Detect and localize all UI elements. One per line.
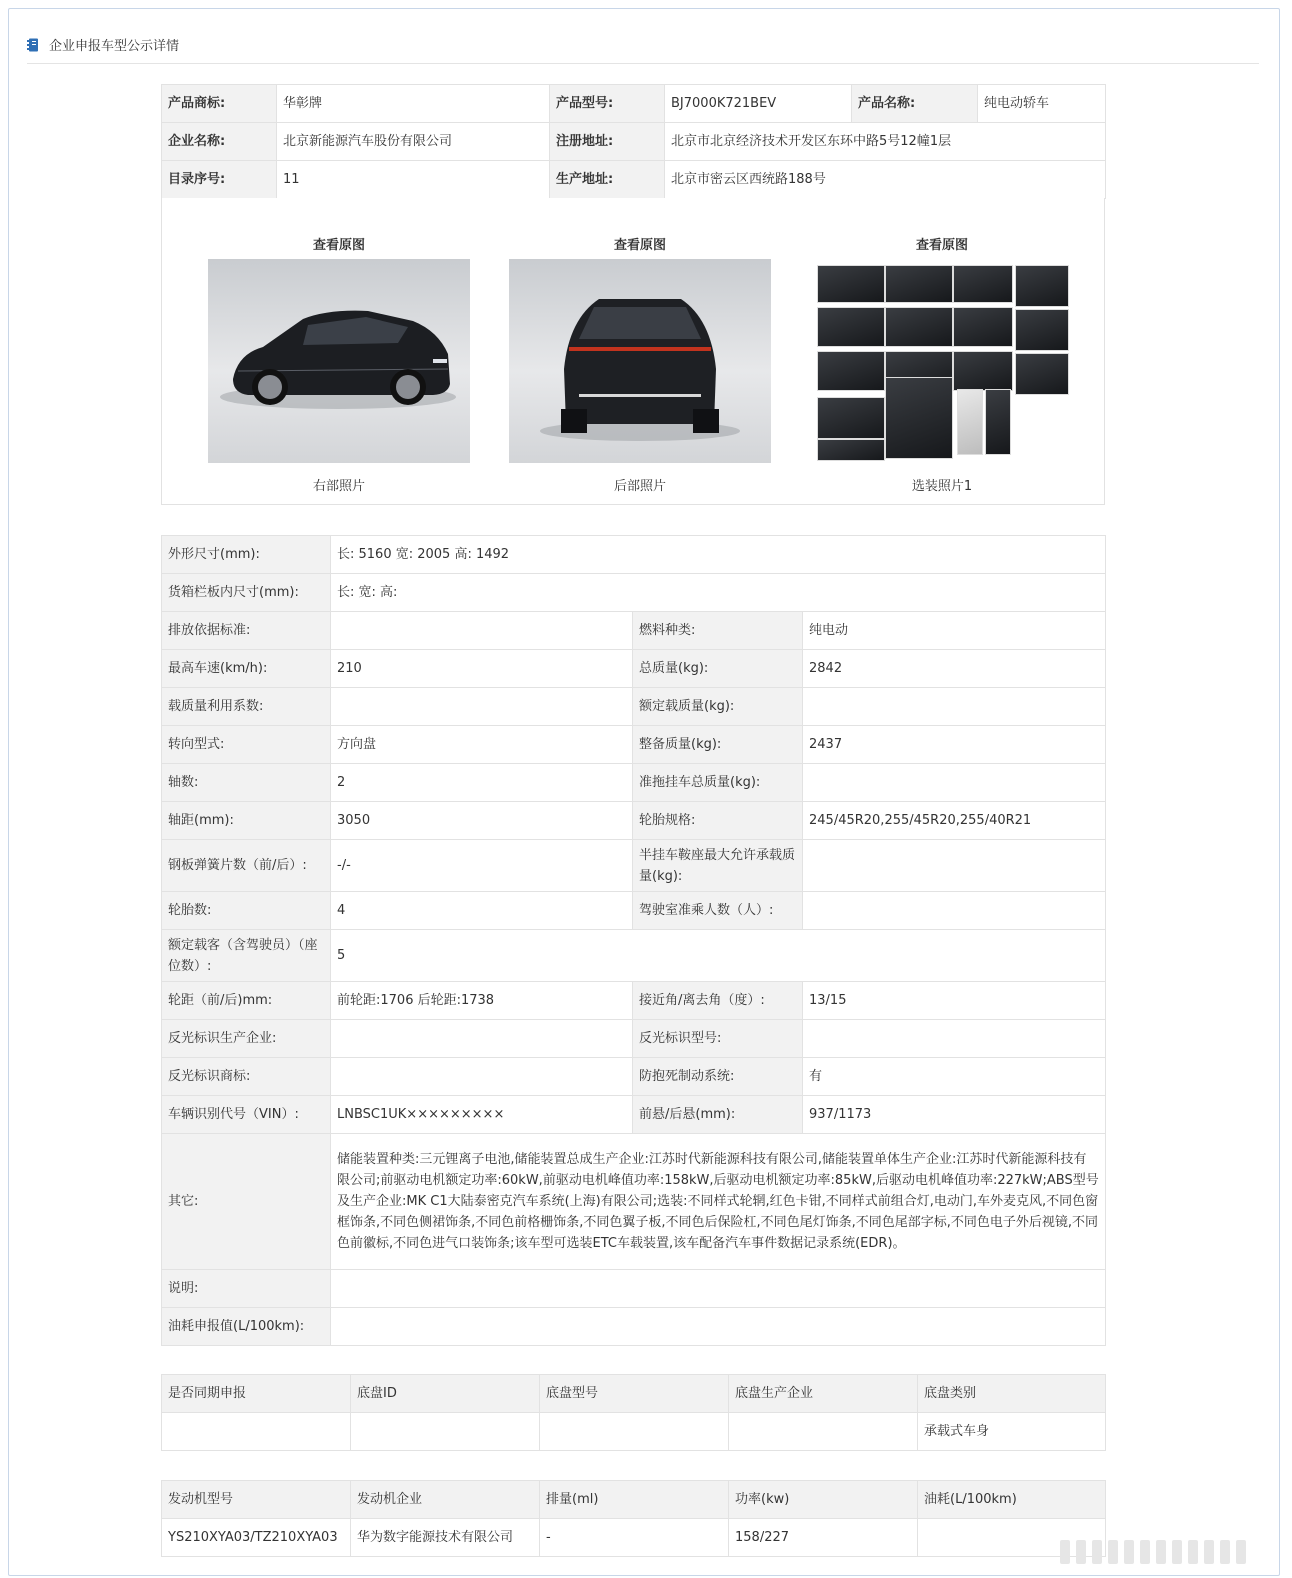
abs-label: 防抱死制动系统: <box>633 1058 803 1096</box>
table-cell: YS210XYA03/TZ210XYA03 <box>162 1519 351 1557</box>
dims-value: 长: 5160 宽: 2005 高: 1492 <box>331 536 1106 574</box>
table-cell <box>162 1413 351 1451</box>
column-header: 油耗(L/100km) <box>918 1481 1106 1519</box>
model-label: 产品型号: <box>550 85 665 123</box>
prod-address-label: 生产地址: <box>550 161 665 199</box>
track-label: 轮距（前/后)mm: <box>162 982 331 1020</box>
reflector-company-value <box>331 1020 633 1058</box>
table-row <box>162 892 1106 930</box>
reflector-company-label: 反光标识生产企业: <box>162 1020 331 1058</box>
option-photo-collage[interactable] <box>811 259 1073 463</box>
catalog-no-value: 11 <box>277 161 550 199</box>
table-row <box>162 1308 1106 1346</box>
catalog-no-label: 目录序号: <box>162 161 277 199</box>
track-value: 前轮距:1706 后轮距:1738 <box>331 982 633 1020</box>
fuel-consumption-value <box>331 1308 1106 1346</box>
table-row <box>162 85 1106 123</box>
column-header: 底盘ID <box>351 1375 540 1413</box>
table-row <box>162 688 1106 726</box>
column-header: 是否同期申报 <box>162 1375 351 1413</box>
abs-value: 有 <box>803 1058 1106 1096</box>
saddle-value <box>803 840 1106 892</box>
angle-label: 接近角/离去角（度）: <box>633 982 803 1020</box>
tire-count-label: 轮胎数: <box>162 892 331 930</box>
table-cell: 承载式车身 <box>918 1413 1106 1451</box>
prod-address-value: 北京市密云区西统路188号 <box>665 161 1106 199</box>
table-row <box>162 1020 1106 1058</box>
tire-spec-value: 245/45R20,255/45R20,255/40R21 <box>803 802 1106 840</box>
note-value <box>331 1270 1106 1308</box>
product-name-value: 纯电动轿车 <box>978 85 1106 123</box>
photo-caption: 右部照片 <box>312 479 365 494</box>
column-header: 底盘类别 <box>918 1375 1106 1413</box>
load-coef-value <box>331 688 633 726</box>
fuel-consumption-label: 油耗申报值(L/100km): <box>162 1308 331 1346</box>
reg-address-value: 北京市北京经济技术开发区东环中路5号12幢1层 <box>665 123 1106 161</box>
rated-load-label: 额定载质量(kg): <box>633 688 803 726</box>
column-header: 排量(ml) <box>540 1481 729 1519</box>
reflector-brand-value <box>331 1058 633 1096</box>
table-row <box>162 930 1106 982</box>
photo-right <box>208 198 470 494</box>
brand-label: 产品商标: <box>162 85 277 123</box>
page-header <box>27 25 1259 64</box>
tire-count-value: 4 <box>331 892 633 930</box>
rear-photo[interactable] <box>509 259 771 463</box>
steering-label: 转向型式: <box>162 726 331 764</box>
table-row <box>162 840 1106 892</box>
curb-mass-value: 2437 <box>803 726 1106 764</box>
table-row <box>162 726 1106 764</box>
fuel-type-value: 纯电动 <box>803 612 1106 650</box>
column-header: 底盘生产企业 <box>729 1375 918 1413</box>
table-row <box>162 802 1106 840</box>
table-row <box>162 1058 1106 1096</box>
view-original-link[interactable]: 查看原图 <box>312 238 365 253</box>
table-row <box>162 982 1106 1020</box>
photo-option <box>811 198 1073 494</box>
table-cell <box>540 1413 729 1451</box>
column-header: 发动机企业 <box>351 1481 540 1519</box>
vin-value: LNBSC1UK××××××××× <box>331 1096 633 1134</box>
table-row <box>162 536 1106 574</box>
table-row <box>162 161 1106 199</box>
table-row <box>162 1270 1106 1308</box>
axles-label: 轴数: <box>162 764 331 802</box>
table-row <box>162 1413 1106 1451</box>
basic-info-table <box>161 84 1106 199</box>
reflector-model-value <box>803 1020 1106 1058</box>
cab-capacity-label: 驾驶室准乘人数（人）: <box>633 892 803 930</box>
photo-gallery <box>161 198 1105 505</box>
tow-mass-label: 准拖挂车总质量(kg): <box>633 764 803 802</box>
chassis-table <box>161 1374 1106 1451</box>
brand-value: 华彰牌 <box>277 85 550 123</box>
angle-value: 13/15 <box>803 982 1106 1020</box>
cab-capacity-value <box>803 892 1106 930</box>
total-mass-label: 总质量(kg): <box>633 650 803 688</box>
right-side-photo[interactable] <box>208 259 470 463</box>
dims-label: 外形尺寸(mm): <box>162 536 331 574</box>
table-row <box>162 123 1106 161</box>
table-row <box>162 650 1106 688</box>
max-speed-label: 最高车速(km/h): <box>162 650 331 688</box>
wheelbase-label: 轴距(mm): <box>162 802 331 840</box>
emission-value <box>331 612 633 650</box>
column-header: 底盘型号 <box>540 1375 729 1413</box>
steering-value: 方向盘 <box>331 726 633 764</box>
seats-value: 5 <box>331 930 1106 982</box>
table-row <box>162 764 1106 802</box>
model-value: BJ7000K721BEV <box>665 85 852 123</box>
note-label: 说明: <box>162 1270 331 1308</box>
column-header: 发动机型号 <box>162 1481 351 1519</box>
other-label: 其它: <box>162 1134 331 1270</box>
reg-address-label: 注册地址: <box>550 123 665 161</box>
company-label: 企业名称: <box>162 123 277 161</box>
table-row <box>162 612 1106 650</box>
table-cell <box>729 1413 918 1451</box>
page-title: 企业申报车型公示详情 <box>49 38 180 54</box>
column-header: 功率(kw) <box>729 1481 918 1519</box>
product-name-label: 产品名称: <box>852 85 978 123</box>
reflector-brand-label: 反光标识商标: <box>162 1058 331 1096</box>
view-original-link[interactable]: 查看原图 <box>613 238 666 253</box>
engine-table <box>161 1480 1106 1557</box>
table-cell: - <box>540 1519 729 1557</box>
photo-rear <box>509 198 771 494</box>
view-original-link[interactable]: 查看原图 <box>915 238 968 253</box>
table-cell <box>351 1413 540 1451</box>
emission-label: 排放依据标准: <box>162 612 331 650</box>
photo-caption: 后部照片 <box>613 479 666 494</box>
table-row <box>162 1134 1106 1270</box>
curb-mass-label: 整备质量(kg): <box>633 726 803 764</box>
seats-label: 额定载客（含驾驶员）（座位数）: <box>162 930 331 982</box>
cargo-dims-value: 长: 宽: 高: <box>331 574 1106 612</box>
max-speed-value: 210 <box>331 650 633 688</box>
table-cell: 158/227 <box>729 1519 918 1557</box>
saddle-label: 半挂车鞍座最大允许承载质量(kg): <box>633 840 803 892</box>
table-row <box>162 1096 1106 1134</box>
table-header-row <box>162 1481 1106 1519</box>
spring-label: 钢板弹簧片数（前/后）: <box>162 840 331 892</box>
axles-value: 2 <box>331 764 633 802</box>
table-header-row <box>162 1375 1106 1413</box>
tire-spec-label: 轮胎规格: <box>633 802 803 840</box>
cargo-dims-label: 货箱栏板内尺寸(mm): <box>162 574 331 612</box>
photo-caption: 选装照片1 <box>911 479 973 494</box>
table-cell: 华为数字能源技术有限公司 <box>351 1519 540 1557</box>
table-row <box>162 1519 1106 1557</box>
company-value: 北京新能源汽车股份有限公司 <box>277 123 550 161</box>
total-mass-value: 2842 <box>803 650 1106 688</box>
overhang-value: 937/1173 <box>803 1096 1106 1134</box>
tow-mass-value <box>803 764 1106 802</box>
rated-load-value <box>803 688 1106 726</box>
load-coef-label: 载质量利用系数: <box>162 688 331 726</box>
reflector-model-label: 反光标识型号: <box>633 1020 803 1058</box>
wheelbase-value: 3050 <box>331 802 633 840</box>
specs-table <box>161 535 1106 1346</box>
spring-value: -/- <box>331 840 633 892</box>
other-value: 储能装置种类:三元锂离子电池,储能装置总成生产企业:江苏时代新能源科技有限公司,储能装置单体生产企业:江苏时代新能源科技有限公司;前驱动电机额定功率:60kW,前驱动电机峰值功率:158kW,后驱动电机额定功率:85kW,后驱动电机峰值功率:227kW;ABS型号及生产企业:MK C1大陆泰密克汽车系统(上海)有限公司;选装:不同样式轮辋,红色卡钳,不同样式前组合灯,电动门,车外麦克风,不同色窗框饰条,不同色侧裙饰条,不同色前格栅饰条,不同色翼子板,不同色后保险杠,不同色尾灯饰条,不同色尾部字标,不同色电子外后视镜,不同色前徽标,不同色进气口装饰条;该车型可选装ETC车载装置,该车配备汽车事件数据记录系统(EDR)。 <box>331 1134 1106 1270</box>
table-row <box>162 574 1106 612</box>
fuel-type-label: 燃料种类: <box>633 612 803 650</box>
vin-label: 车辆识别代号（VIN）: <box>162 1096 331 1134</box>
book-icon <box>27 37 39 51</box>
watermark <box>1060 1540 1260 1566</box>
overhang-label: 前悬/后悬(mm): <box>633 1096 803 1134</box>
